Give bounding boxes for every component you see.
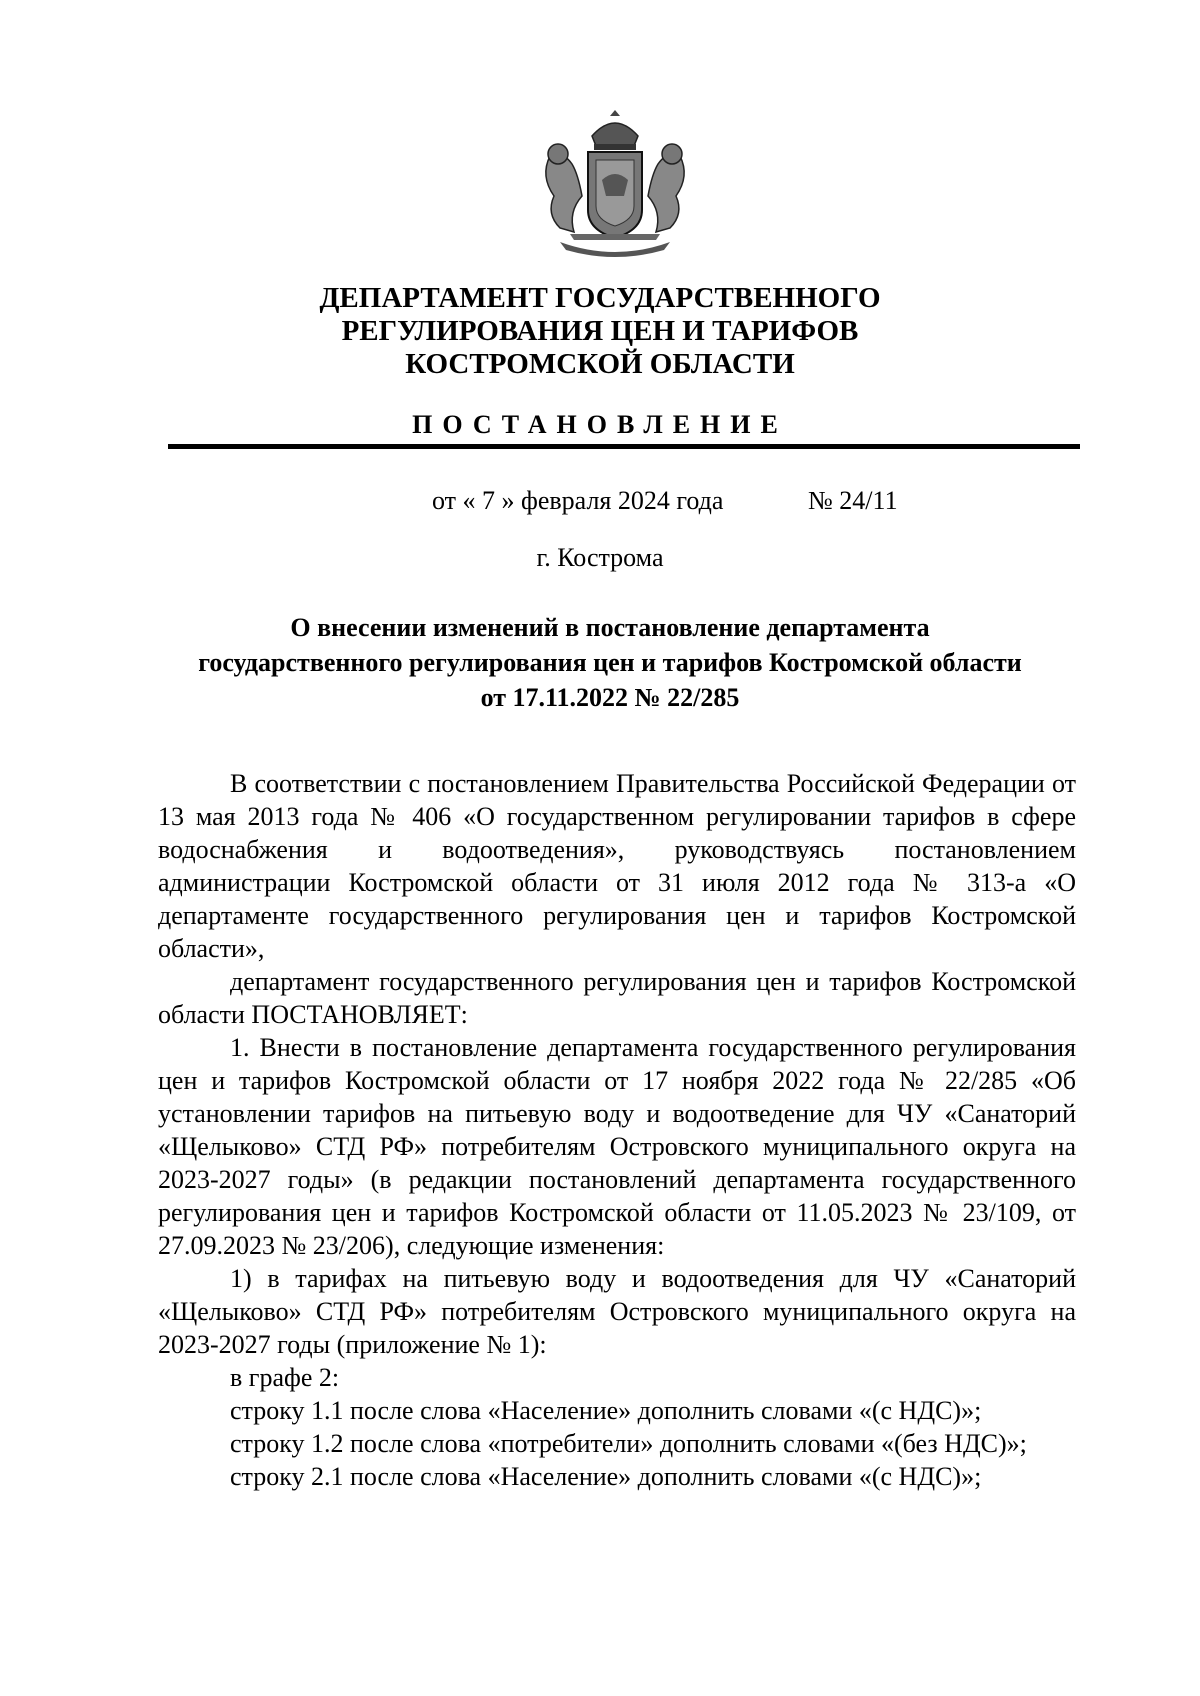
document-city: г. Кострома xyxy=(536,543,664,572)
document-number: № 24/11 xyxy=(808,486,898,515)
organization-line: КОСТРОМСКОЙ ОБЛАСТИ xyxy=(405,348,795,380)
document-title xyxy=(150,610,1070,715)
body-paragraph: В соответствии с постановлением Правительства Российской Федерации от 13 мая 2013 года № 406 «О государственном регулировании тарифов в сфере водоснабжения и водоотведения», руководствуясь постановлением администрации Костромской области от 31 июля 2012 года № 313-а «О департаменте государственного регулирования цен и тарифов Костромской области», xyxy=(158,769,1076,963)
title-line: О внесении изменений в постановление департамента xyxy=(290,613,930,642)
body-paragraph: 1. Внести в постановление департамента государственного регулирования цен и тарифов Костромской области от 17 ноября 2022 года № 22/285 «Об установлении тарифов на питьевую воду и водоотведение для ЧУ «Санаторий «Щелыково» СТД РФ» потребителям Островского муниципального округа на 2023-2027 годы» (в редакции постановлений департамента государственного регулирования цен и тарифов Костромской области от 11.05.2023 № 23/109, от 27.09.2023 № 23/206), следующие изменения: xyxy=(158,1033,1076,1260)
body-paragraph: департамент государственного регулирования цен и тарифов Костромской области ПОСТАНОВЛЯЕТ: xyxy=(158,967,1076,1029)
organization-line: РЕГУЛИРОВАНИЯ ЦЕН И ТАРИФОВ xyxy=(341,315,859,347)
organization-name xyxy=(0,282,1200,381)
body-paragraph: в графе 2: xyxy=(230,1363,340,1392)
coat-of-arms-icon xyxy=(530,106,700,262)
body-paragraph: строку 1.2 после слова «потребители» дополнить словами «(без НДС)»; xyxy=(230,1429,1027,1458)
body-paragraph: строку 2.1 после слова «Население» дополнить словами «(с НДС)»; xyxy=(230,1462,982,1491)
document-body xyxy=(158,767,1076,1493)
title-line: государственного регулирования цен и тарифов Костромской области xyxy=(198,648,1022,677)
document-date: от « 7 » февраля 2024 года xyxy=(432,486,724,515)
document-type: ПОСТАНОВЛЕНИЕ xyxy=(412,410,788,439)
body-paragraph: строку 1.1 после слова «Население» дополнить словами «(с НДС)»; xyxy=(230,1396,982,1425)
title-line: от 17.11.2022 № 22/285 xyxy=(480,683,740,712)
body-paragraph: 1) в тарифах на питьевую воду и водоотведения для ЧУ «Санаторий «Щелыково» СТД РФ» потребителям Островского муниципального округа на 2023-2027 годы (приложение № 1): xyxy=(158,1264,1076,1359)
header-divider xyxy=(168,444,1080,449)
organization-line: ДЕПАРТАМЕНТ ГОСУДАРСТВЕННОГО xyxy=(319,282,881,314)
